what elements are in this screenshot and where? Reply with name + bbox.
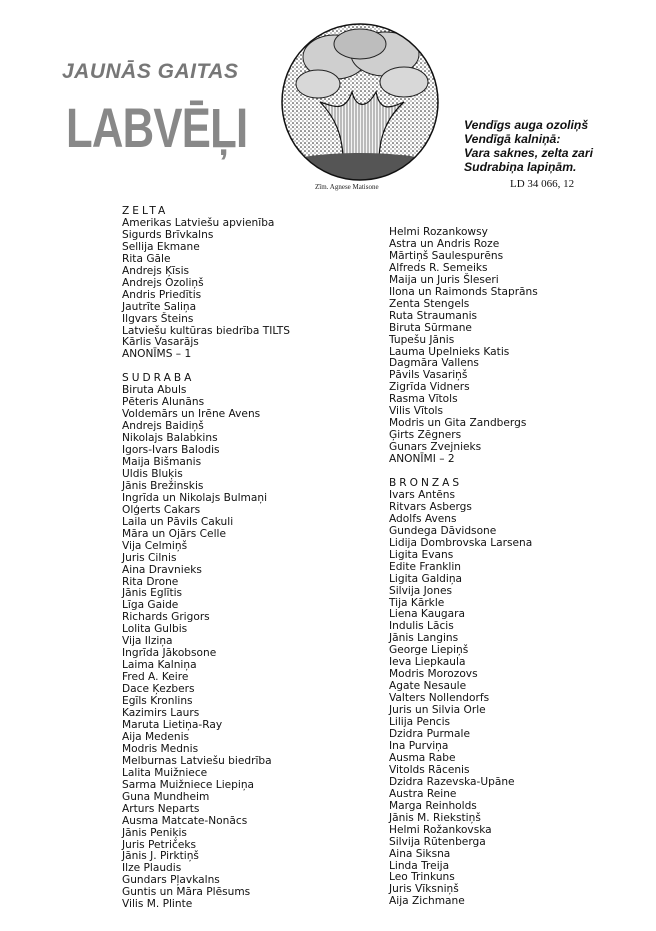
list-item: Rasma Vītols [389,393,458,406]
list-item: Biruta Sūrmane [389,321,472,334]
list-item: Juris Vīksniņš [389,883,459,896]
list-item: George Liepiņš [389,644,469,657]
list-item: Guna Mundheim [122,790,210,803]
list-item: Richards Grigors [122,611,210,624]
list-item: Lolita Gulbis [122,623,188,636]
list-item: Marga Reinholds [389,799,477,812]
list-item: Jānis Langins [389,632,459,645]
list-item: Ruta Straumanis [389,309,478,322]
list-item: Modris un Gita Zandbergs [389,417,527,430]
list-item: Ingrīda un Nikolajs Bulmaņi [122,491,268,504]
list-item: Igors-Ivars Balodis [122,444,220,457]
list-item: Ritvars Asbergs [389,500,472,513]
list-item: Lidija Dombrovska Larsena [389,536,533,549]
list-item: Leo Trinkuns [389,871,455,884]
list-item: ANONĪMS – 1 [122,348,192,361]
list-item: Austra Reine [389,787,457,800]
list-item: Maruta Lietiņa-Ray [122,718,223,731]
list-item: Arturs Neparts [122,802,200,815]
list-item: Juris Petričeks [122,838,197,851]
list-item: Zigrīda Vidners [389,381,470,394]
list-item: Dzidra Purmale [389,728,470,741]
list-item: Jānis J. Pirktiņš [122,850,199,863]
list-item: Ivars Antēns [389,488,455,501]
list-item: Vija Celmiņš [122,539,188,552]
list-item: Jānis Eglītis [122,587,183,600]
list-item: Helmi Rozankowsy [389,226,488,238]
list-item: Agate Nesaule [389,680,467,693]
list-item: Ina Purviņa [389,739,449,752]
poem-line: Sudrabiņa lapiņām. [464,160,577,174]
list-item: Pēteris Alunāns [122,396,205,409]
list-item: Gunars Zvejnieks [389,441,482,454]
list-item: Līga Gaide [122,599,179,612]
list-item: Sellija Ekmane [122,240,200,253]
list-item: Indulis Lācis [389,620,454,633]
list-item: Ieva Liepkaula [389,656,466,669]
list-item: Ingrīda Jākobsone [122,647,217,660]
list-item: Jānis Peniķis [122,826,187,839]
poem-line: Vendīgs auga ozoliņš [464,118,589,132]
list-item: Latviešu kultūras biedrība TILTS [122,324,290,337]
list-item: Tupešu Jānis [389,333,455,346]
donor-column-left [122,206,290,911]
list-item: Tija Kārkle [389,596,445,609]
list-item: Aija Zichmane [389,895,465,908]
donor-list-sudraba-continued [389,227,538,466]
poem-line: Vendīgā kalniņā: [464,132,561,146]
list-item: Uldis Bluķis [122,467,183,480]
list-item: Jānis Brežinskis [122,479,204,492]
list-item: Lalita Muižniece [122,766,208,779]
section-heading-zelta: ZELTA [122,205,169,217]
list-item: Aina Dravnieks [122,563,202,576]
list-item: Ligita Evans [389,548,454,561]
list-item: Modris Mednis [122,742,199,755]
list-item: Ligita Galdiņa [389,572,463,585]
list-item: Gundega Dāvidsone [389,524,497,537]
list-item: ANONĪMI – 2 [389,453,455,466]
list-item: Melburnas Latviešu biedrība [122,754,272,767]
list-item: Andris Priedītis [122,288,202,301]
list-item: Rita Gāle [122,252,171,265]
list-item: Mārtiņš Saulespurēns [389,249,504,262]
section-heading-sudraba: SUDRABA [122,372,195,385]
list-item: Modris Morozovs [389,668,478,681]
list-item: Andrejs Ozoliņš [122,276,204,289]
list-item: Valters Nollendorfs [389,692,490,705]
list-item: Olģerts Cakars [122,503,201,516]
list-item: Ilze Plaudis [122,862,182,875]
list-item: Kazimirs Laurs [122,707,200,720]
list-item: Laila un Pāvils Cakuli [122,515,234,528]
list-item: Nikolajs Balabkins [122,432,218,445]
image-credit: Zīm. Agnese Matisone [315,183,379,191]
list-item: Zenta Stengels [389,297,470,310]
page-title: LABVĒĻI [66,96,248,159]
list-item: Silvija Jones [389,584,452,597]
list-item: Jānis M. Riekstiņš [389,811,481,824]
list-item: Maija Bišmanis [122,456,202,468]
poem-reference: LD 34 066, 12 [510,178,575,190]
list-item: Liena Kaugara [389,608,465,621]
list-item: Andrejs Baidiņš [122,420,204,433]
list-item: Amerikas Latviešu apvienība [122,216,275,229]
list-item: Guntis un Māra Plēsums [122,886,251,899]
list-item: Alfreds R. Semeiks [389,261,488,274]
magazine-title: JAUNĀS GAITAS [62,60,239,83]
list-item: Vija Ilziņa [122,635,173,648]
list-item: Vitolds Rācenis [389,763,470,776]
list-item: Dzidra Razevska-Upāne [389,775,515,788]
list-item: Rita Drone [122,575,179,588]
donor-list-bronzas [389,490,538,908]
list-item: Aina Siksna [389,847,451,860]
list-item: Adolfs Avens [389,512,457,525]
section-heading-bronzas: BRONZAS [389,477,463,489]
list-item: Kārlis Vasarājs [122,336,199,349]
oak-tree-emblem [280,22,440,182]
list-item: Dace Ķezbers [122,683,195,696]
list-item: Māra un Ojārs Celle [122,527,226,540]
list-item: Aija Medenis [122,730,190,743]
list-item: Lilija Pencis [389,716,451,729]
list-item: Linda Treija [389,859,450,872]
list-item: Ilona un Raimonds Staprāns [389,285,538,298]
list-item: Ģirts Zēgners [389,429,462,442]
list-item: Helmi Rožankovska [389,823,492,836]
list-item: Andrejs Ķīsis [122,264,190,277]
donor-list-zelta [122,218,290,361]
list-item: Astra un Andris Roze [389,237,500,250]
list-item: Egīls Kronlins [122,695,193,708]
list-item: Ausma Matcate-Nonācs [122,814,248,827]
donor-list-sudraba [122,385,290,911]
list-item: Maija un Juris Šleseri [389,273,499,286]
list-item: Vilis Vītols [389,405,444,418]
list-item: Dagmāra Vallens [389,357,479,370]
list-item: Jautrīte Saliņa [122,300,197,313]
donor-column-right [389,227,538,908]
list-item: Fred A. Keire [122,671,189,684]
list-item: Gundars Pļavkalns [122,874,220,887]
list-item: Pāvils Vasariņš [389,369,468,382]
list-item: Ilgvars Šteins [122,312,194,325]
list-item: Ausma Rabe [389,751,456,764]
list-item: Voldemārs un Irēne Avens [122,408,261,421]
list-item: Sigurds Brīvkalns [122,228,214,241]
list-item: Juris un Silvia Orle [389,704,486,717]
poem-line: Vara saknes, zelta zari [464,146,593,160]
list-item: Biruta Abuls [122,384,187,397]
list-item: Vilis M. Plinte [122,898,193,911]
list-item: Lauma Upelnieks Katis [389,345,510,358]
list-item: Sarma Muižniece Liepiņa [122,778,255,791]
list-item: Silvija Rūtenberga [389,835,486,848]
list-item: Edite Franklin [389,560,462,573]
list-item: Laima Kalniņa [122,659,197,672]
poem-quote [464,118,649,174]
list-item: Juris Cilnis [122,551,177,564]
